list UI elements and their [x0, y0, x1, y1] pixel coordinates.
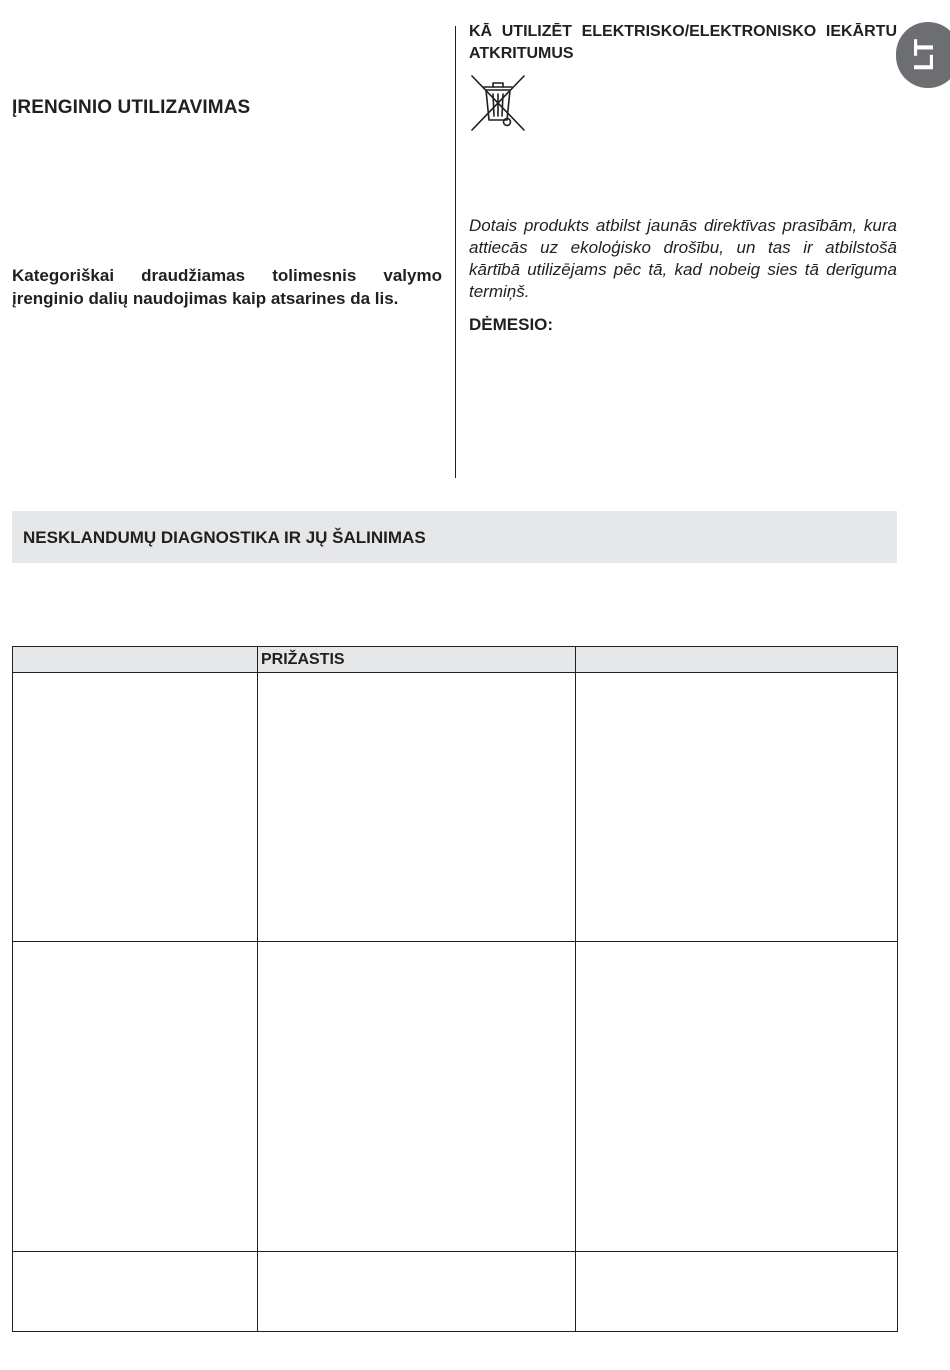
- table-cell: [576, 673, 898, 942]
- section-title-weee: KĀ UTILIZĒT ELEKTRISKO/ELEKTRONISKO IEKĀRTU ATKRITUMUS: [469, 23, 897, 62]
- table-header-cell: PRIŽASTIS: [258, 647, 576, 673]
- table-cell: [258, 1252, 576, 1332]
- language-tab-label: LT: [908, 38, 939, 72]
- table-cell: [13, 942, 258, 1252]
- table-cell: [13, 673, 258, 942]
- table-cell: [576, 1252, 898, 1332]
- table-header-cell: [13, 647, 258, 673]
- table-cell: [576, 942, 898, 1252]
- table-cell: [258, 673, 576, 942]
- attention-label: DĖMESIO:: [469, 315, 554, 334]
- table-header-row: [13, 647, 898, 673]
- table-cell: [13, 1252, 258, 1332]
- disposal-warning-text: Kategoriškai draudžiamas tolimesnis valymo įrenginio dalių naudojimas kaip atsarines da lis.: [12, 266, 442, 308]
- column-divider: [455, 26, 456, 478]
- crossed-out-wheelie-bin-icon: [470, 74, 526, 132]
- troubleshooting-table: [12, 646, 898, 1332]
- table-row: [13, 942, 898, 1252]
- weee-directive-text: Dotais produkts atbilst jaunās direktīvas prasībām, kura attiecās uz ekoloģisko drošību, un tas ir atbilstošā kārtībā utilizējams pēc tā, kad nobeig sies tā derīguma termiņš.: [469, 216, 897, 301]
- section-title-disposal: ĮRENGINIO UTILIZAVIMAS: [12, 97, 251, 118]
- table-row: [13, 673, 898, 942]
- section-title-troubleshooting: NESKLANDUMŲ DIAGNOSTIKA IR JŲ ŠALINIMAS: [23, 528, 426, 547]
- table-row: [13, 1252, 898, 1332]
- language-tab: [896, 22, 950, 88]
- table-header-cell: [576, 647, 898, 673]
- table-cell: [258, 942, 576, 1252]
- section-band: [12, 511, 897, 563]
